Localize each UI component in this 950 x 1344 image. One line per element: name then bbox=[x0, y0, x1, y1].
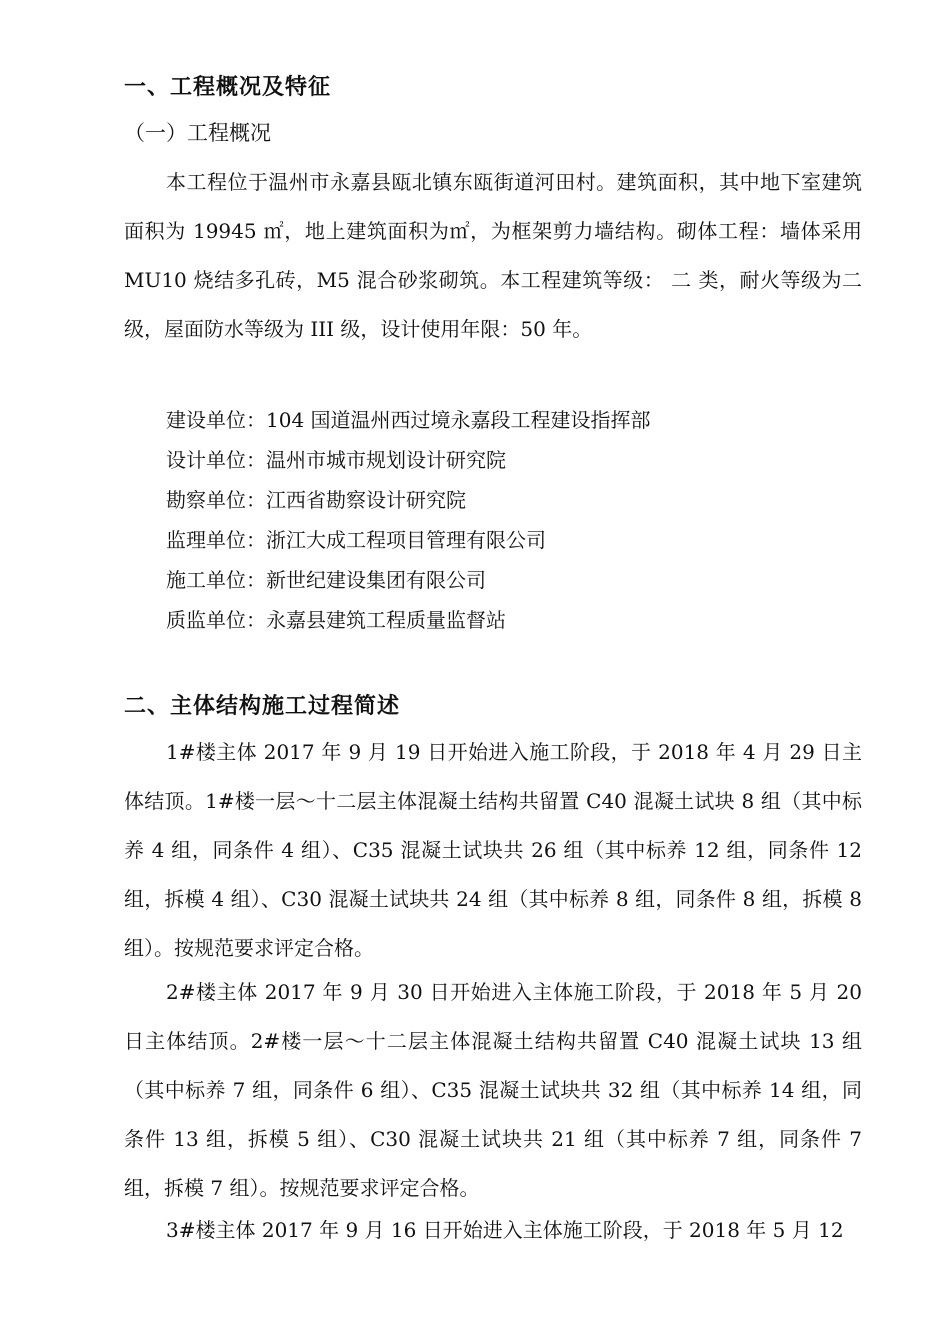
unit-label: 监理单位： bbox=[166, 528, 266, 552]
units-list bbox=[166, 400, 651, 640]
section1-title: 一、工程概况及特征 bbox=[124, 75, 332, 100]
unit-row-construction bbox=[166, 400, 651, 440]
unit-label: 质监单位： bbox=[166, 608, 266, 632]
unit-value: 永嘉县建筑工程质量监督站 bbox=[266, 608, 506, 632]
section2-title: 二、主体结构施工过程简述 bbox=[124, 694, 401, 719]
unit-row-supervision bbox=[166, 520, 651, 560]
building1-paragraph: 1#楼主体 2017 年 9 月 19 日开始进入施工阶段，于 2018 年 4 月 29 日主体结顶。1#楼一层～十二层主体混凝土结构共留置 C40 混凝土试块 8 组（其中标养 4 组，同条件 4 组）、C35 混凝土试块共 26 组（其中标养 12 组，同条件 12 组，拆模 4 组）、C30 混凝土试块共 24 组（其中标养 8 组，同条件 8 组，拆模 8 组）。按规范要求评定合格。 bbox=[124, 740, 862, 960]
unit-value: 江西省勘察设计研究院 bbox=[266, 488, 466, 512]
building2-paragraph: 2#楼主体 2017 年 9 月 30 日开始进入主体施工阶段，于 2018 年 5 月 20 日主体结顶。2#楼一层～十二层主体混凝土结构共留置 C40 混凝土试块 13 组（其中标养 7 组，同条件 6 组）、C35 混凝土试块共 32 组（其中标养 14 组，同条件 13 组，拆模 5 组）、C30 混凝土试块共 21 组（其中标养 7 组，同条件 7 组，拆模 7 组）。按规范要求评定合格。 bbox=[124, 980, 862, 1200]
overview-paragraph: 本工程位于温州市永嘉县瓯北镇东瓯街道河田村。建筑面积，其中地下室建筑面积为 19945 ㎡，地上建筑面积为㎡，为框架剪力墙结构。砌体工程：墙体采用 MU10 烧结多孔砖，M5 混合砂浆砌筑。本工程建筑等级： 二 类，耐火等级为二级，屋面防水等级为 III 级，设计使用年限：50 年。 bbox=[124, 170, 862, 341]
unit-row-quality bbox=[166, 600, 651, 640]
unit-value: 浙江大成工程项目管理有限公司 bbox=[266, 528, 546, 552]
unit-row-design bbox=[166, 440, 651, 480]
section1-subtitle: （一）工程概况 bbox=[124, 121, 271, 145]
unit-label: 勘察单位： bbox=[166, 488, 266, 512]
unit-label: 设计单位： bbox=[166, 448, 266, 472]
unit-value: 新世纪建设集团有限公司 bbox=[266, 568, 486, 592]
unit-row-survey bbox=[166, 480, 651, 520]
building3-paragraph: 3#楼主体 2017 年 9 月 16 日开始进入主体施工阶段，于 2018 年 5 月 12 bbox=[166, 1218, 844, 1242]
unit-label: 施工单位： bbox=[166, 568, 266, 592]
unit-label: 建设单位： bbox=[166, 408, 266, 432]
unit-value: 104 国道温州西过境永嘉段工程建设指挥部 bbox=[266, 408, 651, 432]
unit-value: 温州市城市规划设计研究院 bbox=[266, 448, 506, 472]
unit-row-builder bbox=[166, 560, 651, 600]
